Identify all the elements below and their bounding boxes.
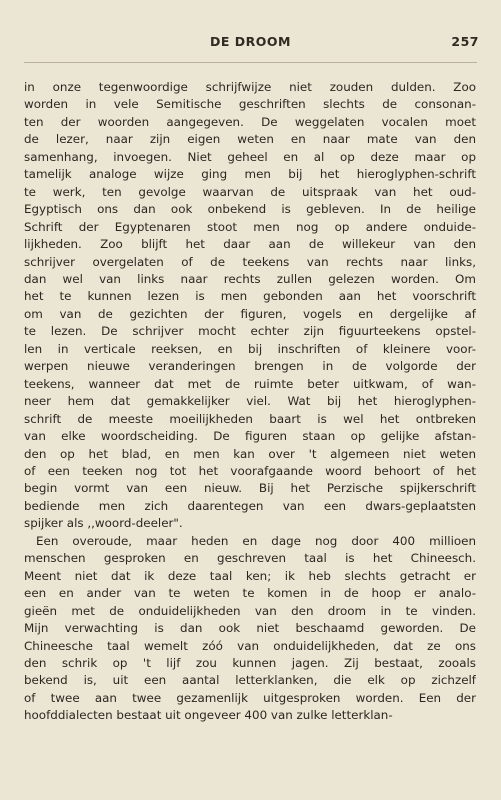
- text-line: lijkheden. Zoo blijft het daar aan de willekeur van den: [24, 237, 476, 252]
- header-rule: [24, 62, 477, 63]
- text-line: schrijver overgelaten of de teekens van rechts naar links,: [24, 254, 476, 269]
- text-line: len in verticale reeksen, en bij inschriften of kleinere voor-: [24, 341, 476, 356]
- text-line: hoofddialecten bestaat uit ongeveer 400 van zulke letterklan-: [24, 708, 393, 723]
- text-line: of twee aan twee gezamenlijk uitgesproken worden. Een der: [24, 690, 476, 705]
- text-line: om van de gezichten der figuren, vogels en dergelijke af: [24, 306, 476, 321]
- text-line: tamelijk analoge wijze ging men bij het hieroglyphen-schrift: [24, 167, 476, 182]
- text-line: of een teeken nog tot het voorafgaande woord behoort of het: [24, 463, 476, 478]
- text-line: samenhang, invoegen. Niet geheel en al op deze maar op: [24, 149, 476, 164]
- body-text: [24, 79, 476, 725]
- text-line: Een overoude, maar heden en dage nog door 400 millioen: [36, 533, 476, 548]
- text-line: bekend is, uit een aantal letterklanken, die elk op zichzelf: [24, 673, 476, 688]
- text-line: bediende men zich daarentegen van een dwars-geplaatsten: [24, 498, 476, 513]
- text-line: worden in vele Semitische geschriften slechts de consonan-: [24, 97, 476, 112]
- text-line: werpen nieuwe veranderingen brengen in de volgorde der: [24, 359, 476, 374]
- text-line: de lezer, naar zijn eigen weten en naar mate van den: [24, 132, 476, 147]
- text-line: ten der woorden aangegeven. De weggelaten vocalen moet: [24, 114, 476, 129]
- text-line: den schrik op 't lijf zou kunnen jagen. Zij bestaat, zooals: [24, 655, 476, 670]
- text-line: Egyptisch ons dan ook onbekend is gebleven. In de heilige: [24, 202, 476, 217]
- text-line: begin vormt van een nieuw. Bij het Perzische spijkerschrift: [24, 481, 476, 496]
- text-line: van elke woordscheiding. De figuren staan op gelijke afstan-: [24, 429, 476, 444]
- text-line: gieën met de onduidelijkheden van den droom in te vinden.: [24, 603, 476, 618]
- text-line: het te kunnen lezen is men gebonden aan het voorschrift: [24, 289, 476, 304]
- text-line: Mijn verwachting is dan ook niet beschaamd geworden. De: [24, 621, 476, 636]
- text-line: neer hem dat gemakkelijker viel. Wat bij het hieroglyphen-: [24, 394, 476, 409]
- text-line: dan wel van links naar rechts zullen gelezen worden. Om: [24, 271, 476, 286]
- text-line: spijker als ,,woord-deeler".: [24, 516, 183, 531]
- text-line: te werk, ten gevolge waarvan de uitspraak van het oud-: [24, 184, 476, 199]
- text-line: Chineesche taal wemelt zóó van onduidelijkheden, dat ze ons: [24, 638, 476, 653]
- text-line: Schrift der Egyptenaren stoot men nog op andere onduide-: [24, 219, 476, 234]
- text-line: teekens, wanneer dat met de ruimte beter uitkwam, of wan-: [24, 376, 476, 391]
- running-title: DE DROOM: [210, 34, 291, 49]
- text-line: een en ander van te weten te komen in de hoop er analo-: [24, 586, 476, 601]
- text-line: Meent niet dat ik deze taal ken; ik heb slechts getracht er: [24, 568, 476, 583]
- text-line: den op het blad, en men kan over 't algemeen niet weten: [24, 446, 476, 461]
- text-line: te lezen. De schrijver mocht echter zijn figuurteekens opstel-: [24, 324, 476, 339]
- page-number: 257: [451, 34, 479, 49]
- page-header: [22, 34, 479, 52]
- text-line: menschen gesproken en geschreven taal is het Chineesch.: [24, 551, 476, 566]
- text-line: in onze tegenwoordige schrijfwijze niet zouden dulden. Zoo: [24, 80, 476, 94]
- text-line: schrift de meeste moeilijkheden baart is wel het ontbreken: [24, 411, 476, 426]
